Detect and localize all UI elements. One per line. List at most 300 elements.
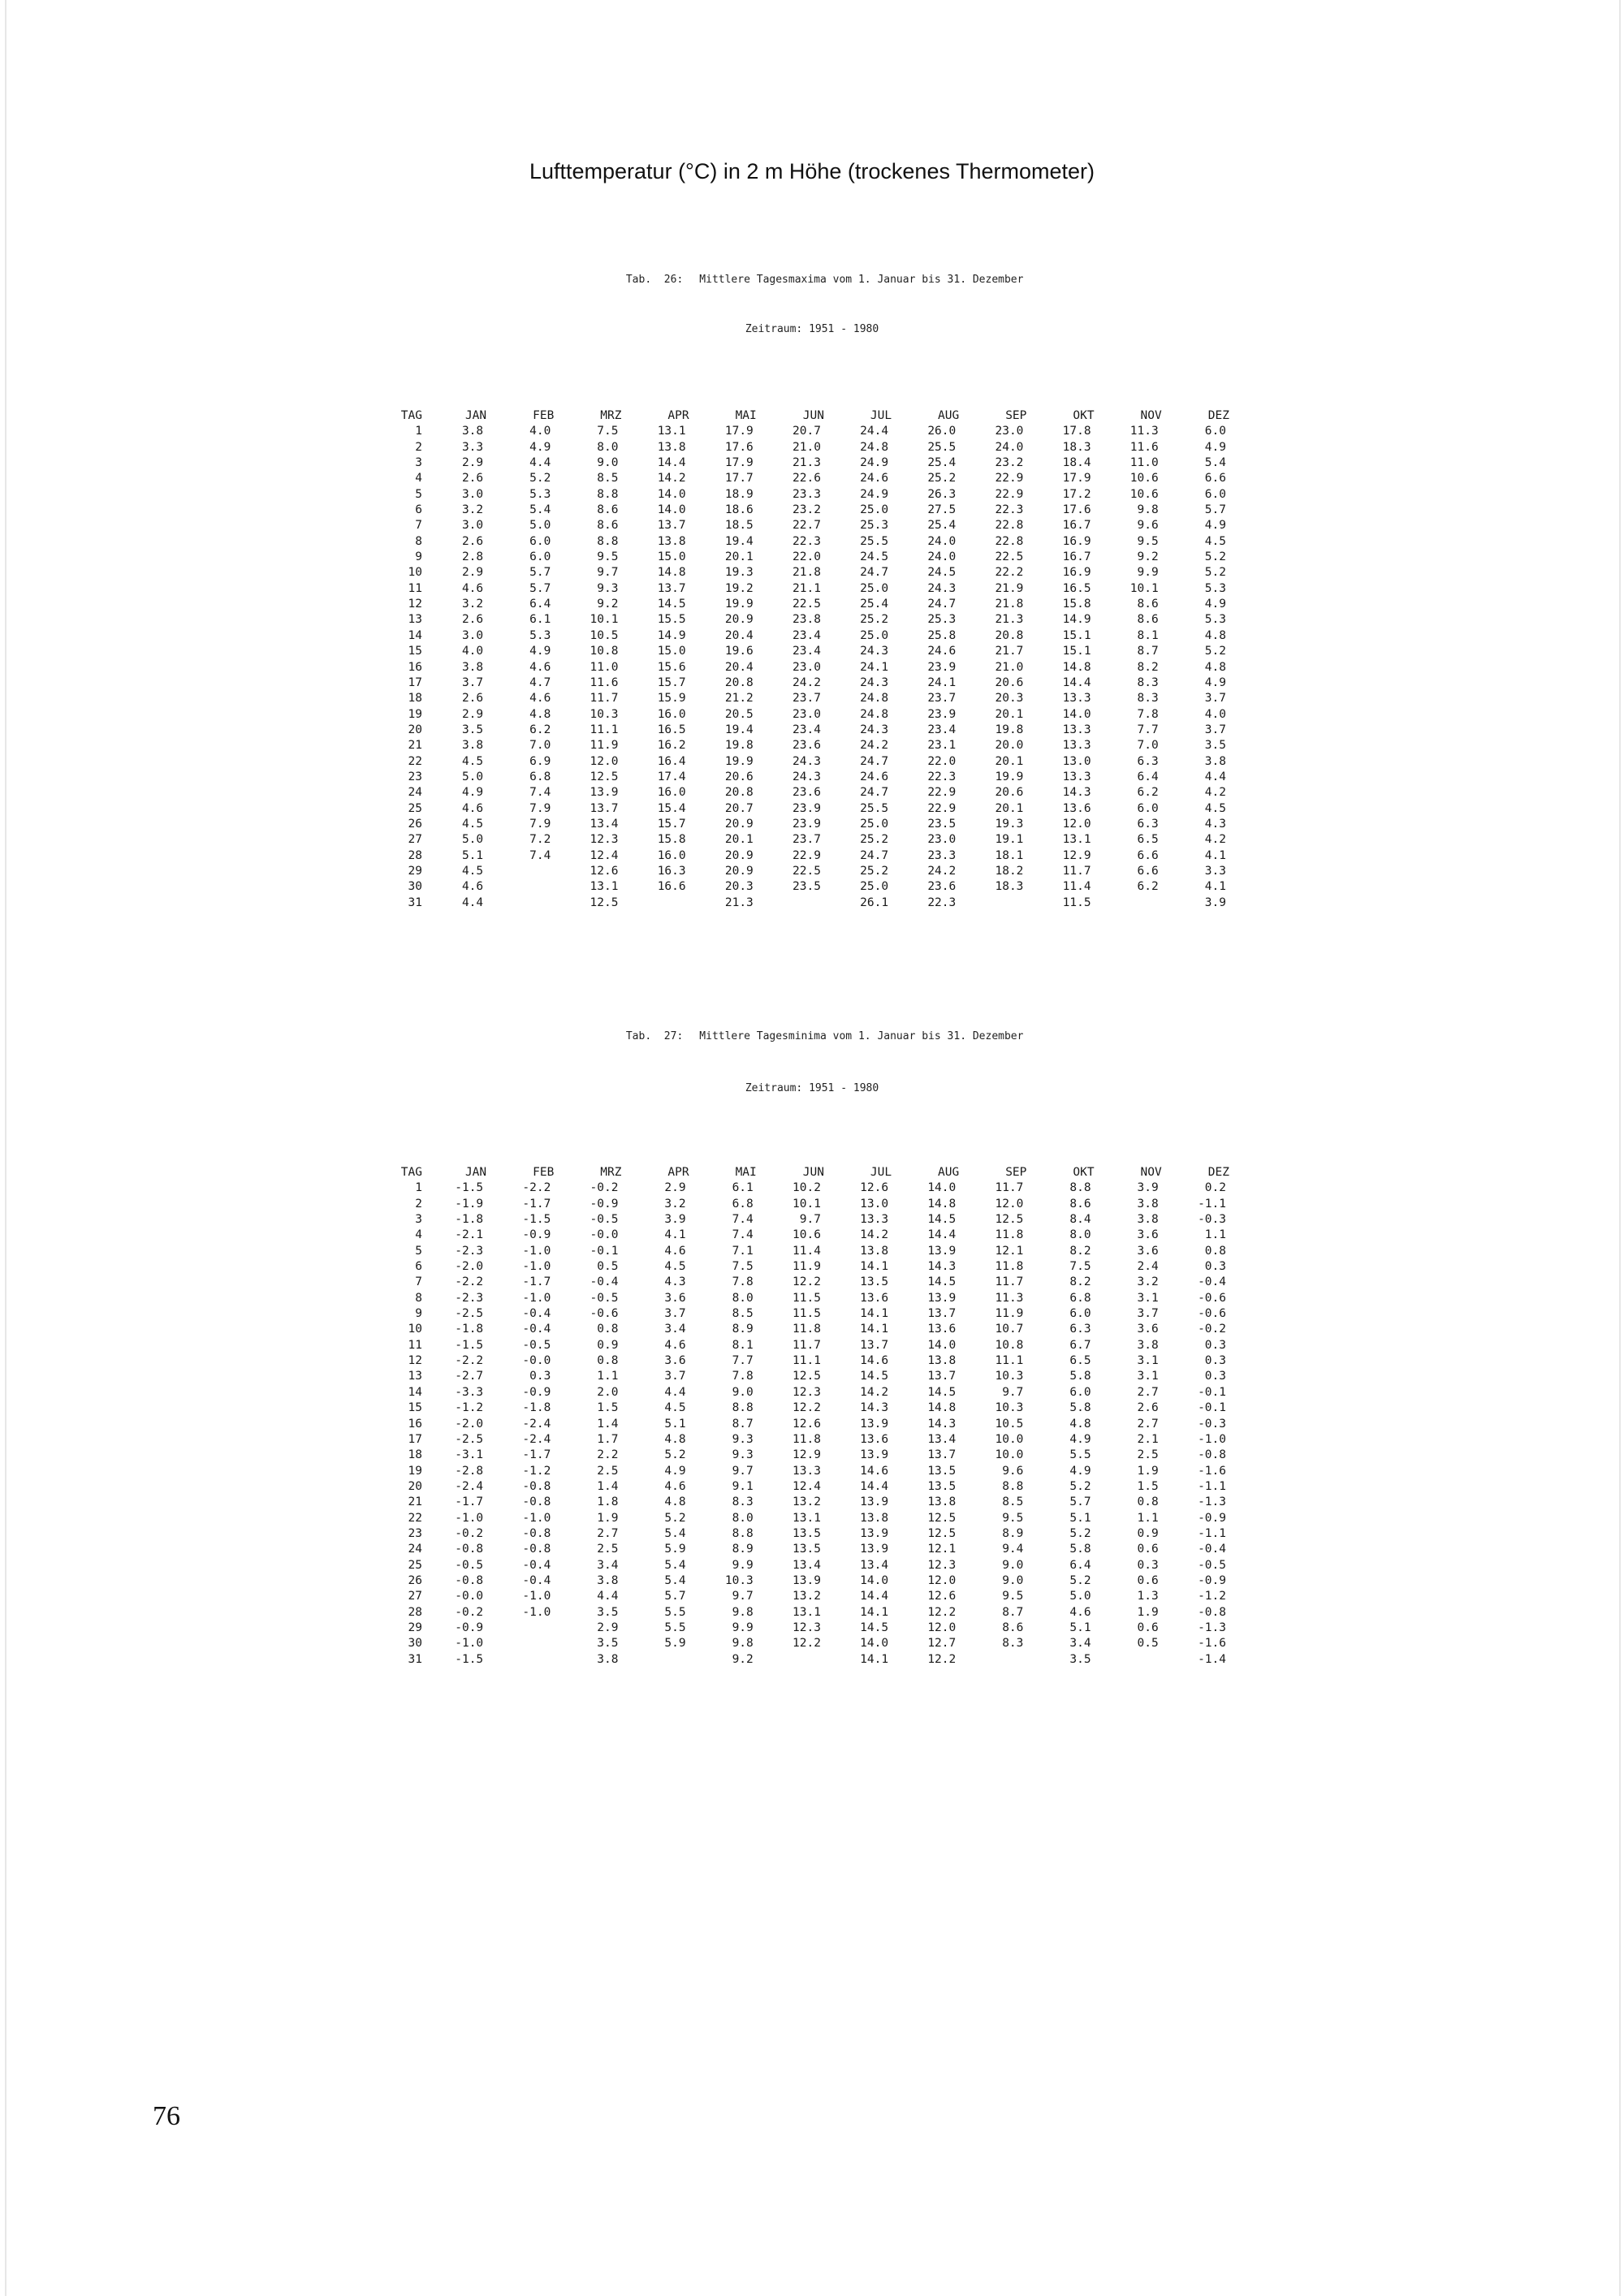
table-cell-value: 11.0	[590, 660, 619, 674]
table-cell-value: 14.1	[860, 1652, 889, 1666]
table2-header-okt: OKT	[1073, 1166, 1095, 1179]
table-cell-value: 12.4	[793, 1479, 821, 1493]
table-cell-value: 5.7	[529, 566, 551, 580]
table1-header-apr: APR	[667, 409, 689, 422]
table-cell-value: 6.0	[529, 550, 551, 564]
table-cell-value: 23.4	[793, 723, 821, 736]
table-cell-value: 8.7	[1002, 1605, 1024, 1619]
table-cell-value: -0.0	[455, 1590, 484, 1603]
table-cell-value: 0.6	[1137, 1621, 1159, 1634]
table-cell-value: 12.1	[927, 1543, 957, 1556]
table-cell-value: 1.9	[597, 1511, 619, 1525]
table-cell-value: 11.1	[995, 1354, 1024, 1368]
table-cell-value: 26.1	[860, 896, 889, 909]
table-cell-value: 14.0	[927, 1338, 957, 1352]
table-cell-value: -1.2	[455, 1401, 484, 1415]
table-cell-value: 14.2	[860, 1385, 889, 1399]
table-cell-value: 13.7	[927, 1448, 957, 1462]
table-cell-value: 4.9	[1069, 1432, 1091, 1446]
table-cell-value	[1103, 1652, 1170, 1668]
table-cell-value: 22.5	[793, 598, 821, 611]
table-cell-value: 24.8	[860, 440, 889, 454]
table-cell-value: 22.8	[995, 519, 1024, 533]
table-cell-day: 10	[408, 1323, 422, 1336]
table-cell-value: 13.3	[793, 1464, 821, 1478]
table-cell-value: 25.5	[860, 801, 889, 815]
table-cell-value: 4.3	[1204, 817, 1226, 831]
table-cell-day: 18	[408, 692, 422, 706]
table-cell-value: 9.5	[597, 550, 619, 564]
table-cell-value: 9.9	[732, 1558, 754, 1572]
table-cell-value: 16.6	[657, 880, 686, 894]
table-cell-value: 23.4	[793, 645, 821, 658]
table-cell-day: 31	[408, 1652, 422, 1666]
table-cell-value: 23.9	[927, 707, 957, 721]
table-cell-value: 0.5	[597, 1260, 619, 1274]
table-cell-value: 4.8	[1204, 660, 1226, 674]
table-cell-value: 20.6	[995, 675, 1024, 689]
table-row	[388, 864, 1237, 879]
table-cell-day: 20	[408, 723, 422, 736]
table-cell-value: -2.4	[455, 1479, 484, 1493]
table-cell-value: 13.5	[927, 1464, 957, 1478]
table-cell-value: 11.7	[995, 1275, 1024, 1289]
table-row	[388, 1322, 1237, 1337]
table-cell-value: 5.4	[664, 1573, 686, 1587]
table-cell-value: 19.4	[724, 534, 754, 548]
table-cell-value: 14.8	[927, 1401, 957, 1415]
table-cell-value: 3.1	[1137, 1291, 1159, 1305]
table-cell-value: 5.5	[664, 1621, 686, 1634]
table-row	[388, 660, 1237, 675]
table-cell-value: 8.2	[1069, 1244, 1091, 1258]
table-cell-value: 20.4	[724, 660, 754, 674]
table2-daily-minima	[388, 1165, 1237, 1668]
table-row	[388, 487, 1237, 503]
table-cell-value: 22.3	[793, 534, 821, 548]
table-cell-value: 23.3	[927, 848, 957, 862]
table-cell-value: 9.3	[732, 1448, 754, 1462]
table-cell-value: 6.2	[529, 723, 551, 736]
table-cell-value: 24.3	[860, 675, 889, 689]
table-cell-value: 2.9	[461, 456, 484, 470]
table-cell-value: 24.7	[927, 598, 957, 611]
table-cell-value: 3.0	[461, 628, 484, 642]
table-cell-value: 13.4	[927, 1432, 957, 1446]
table-cell-value: 23.0	[793, 707, 821, 721]
table-cell-value: 5.2	[1204, 550, 1226, 564]
table-cell-value: 11.7	[995, 1181, 1024, 1195]
table-cell-value: 23.9	[927, 660, 957, 674]
table-cell-day: 5	[415, 487, 422, 501]
table-cell-value: 6.0	[1204, 487, 1226, 501]
table-cell-value: 17.6	[724, 440, 754, 454]
table-cell-value: 7.1	[732, 1244, 754, 1258]
table-cell-value: 7.8	[1137, 707, 1159, 721]
table-cell-value: 16.2	[657, 739, 686, 753]
table-cell-value: 11.7	[793, 1338, 821, 1352]
table-cell-value: 20.4	[724, 628, 754, 642]
table-cell-value: 4.4	[461, 896, 484, 909]
table-cell-value: 0.6	[1137, 1573, 1159, 1587]
table-cell-value: 14.9	[1062, 613, 1091, 627]
table-cell-value: 7.5	[732, 1260, 754, 1274]
table-cell-value: 6.4	[1069, 1558, 1091, 1572]
table-cell-value: 4.4	[597, 1590, 619, 1603]
table-row	[388, 1369, 1237, 1384]
table-cell-value: 15.8	[657, 833, 686, 847]
table-cell-value: 20.1	[995, 707, 1024, 721]
table-cell-value: 14.8	[927, 1197, 957, 1211]
table-cell-value: 12.3	[793, 1621, 821, 1634]
table-cell-day: 11	[408, 1338, 422, 1352]
table-cell-value: 9.6	[1002, 1464, 1024, 1478]
table-cell-value: 9.1	[732, 1479, 754, 1493]
table-cell-value: -1.0	[522, 1291, 551, 1305]
table-cell-value: 9.3	[597, 581, 619, 595]
table-cell-day: 7	[415, 519, 422, 533]
table-row	[388, 597, 1237, 612]
table-cell-value: 3.5	[1204, 739, 1226, 753]
table-cell-value: 13.6	[860, 1432, 889, 1446]
table-cell-value: 4.4	[529, 456, 551, 470]
table-cell-value: 3.2	[1137, 1275, 1159, 1289]
table-cell-value: 23.5	[927, 817, 957, 831]
table-cell-value: 1.4	[597, 1417, 619, 1431]
table-cell-day: 12	[408, 598, 422, 611]
table-cell-value: 9.5	[1002, 1511, 1024, 1525]
table-cell-value: 1.3	[1137, 1590, 1159, 1603]
table-cell-value: 24.1	[927, 675, 957, 689]
table-cell-value: 24.7	[860, 754, 889, 768]
table-cell-value: 6.8	[1069, 1291, 1091, 1305]
table-row	[388, 612, 1237, 628]
table-cell-value: 1.4	[597, 1479, 619, 1493]
table-cell-value: 8.1	[732, 1338, 754, 1352]
table-cell-value: 7.4	[529, 848, 551, 862]
table-cell-value: 20.1	[724, 550, 754, 564]
table-row	[388, 754, 1237, 770]
table-row	[388, 1259, 1237, 1275]
table-cell-value: 18.4	[1062, 456, 1091, 470]
table-row	[388, 1589, 1237, 1604]
table-cell-value: -2.1	[455, 1228, 484, 1242]
table-cell-value: 13.7	[927, 1370, 957, 1383]
table-cell-value: 24.2	[860, 739, 889, 753]
table-cell-value: 26.0	[927, 425, 957, 438]
table-cell-day: 12	[408, 1354, 422, 1368]
table-cell-value: -0.8	[455, 1543, 484, 1556]
table-cell-value: 8.6	[597, 519, 619, 533]
table-cell-value: 4.9	[1204, 675, 1226, 689]
table-cell-value: 12.7	[927, 1637, 957, 1651]
table-cell-value: 24.3	[793, 754, 821, 768]
table-cell-value: 3.8	[461, 425, 484, 438]
table-row	[388, 1526, 1237, 1542]
table-cell-value: 18.5	[724, 519, 754, 533]
table-cell-value: 13.1	[793, 1511, 821, 1525]
table-cell-value: 0.3	[1204, 1260, 1226, 1274]
table-cell-value: 4.5	[461, 754, 484, 768]
table-cell-value: -1.5	[455, 1652, 484, 1666]
table-cell-value: 14.8	[1062, 660, 1091, 674]
table-cell-value: -0.5	[455, 1558, 484, 1572]
table-cell-value: 20.0	[995, 739, 1024, 753]
table-cell-value: -3.1	[455, 1448, 484, 1462]
table-cell-value: 23.4	[793, 628, 821, 642]
table1-header-jul: JUL	[870, 409, 892, 422]
table-cell-value: -1.1	[1198, 1526, 1226, 1540]
table-cell-value: 4.8	[1069, 1417, 1091, 1431]
table-cell-value: 8.6	[1002, 1621, 1024, 1634]
table-row	[388, 1400, 1237, 1416]
table-cell-value: 24.5	[927, 566, 957, 580]
table-cell-value: 16.0	[657, 848, 686, 862]
table-cell-value: 18.3	[995, 880, 1024, 894]
table-cell-value: 3.0	[461, 487, 484, 501]
table-cell-value: -1.6	[1198, 1464, 1226, 1478]
table-cell-value: 13.8	[860, 1244, 889, 1258]
table-cell-value: 6.0	[1069, 1385, 1091, 1399]
table-cell-day: 14	[408, 628, 422, 642]
table-cell-value: 25.0	[860, 503, 889, 517]
table-cell-value: 22.5	[995, 550, 1024, 564]
table-cell-value: 13.0	[860, 1197, 889, 1211]
table-row	[388, 440, 1237, 455]
table-cell-value: 25.8	[927, 628, 957, 642]
table-cell-value: 6.4	[529, 598, 551, 611]
table-cell-value: 3.4	[597, 1558, 619, 1572]
table-cell-value: 6.0	[1204, 425, 1226, 438]
table-cell-value: 24.0	[995, 440, 1024, 454]
table-cell-value: 5.4	[664, 1526, 686, 1540]
table-row	[388, 675, 1237, 691]
table2-header-aug: AUG	[938, 1166, 960, 1179]
table-row	[388, 1573, 1237, 1589]
table-cell-value: 6.7	[1069, 1338, 1091, 1352]
table-cell-value: 24.0	[927, 534, 957, 548]
table-row	[388, 707, 1237, 723]
table-cell-value: 20.7	[724, 801, 754, 815]
table-cell-value: 11.9	[793, 1260, 821, 1274]
table-cell-value: 4.8	[664, 1495, 686, 1509]
table-cell-value: 17.4	[657, 770, 686, 783]
table1-label: Tab. 26:	[625, 274, 684, 286]
table-cell-value: 14.5	[860, 1621, 889, 1634]
table-cell-value: 17.8	[1062, 425, 1091, 438]
table-cell-value: 24.3	[793, 770, 821, 783]
table-cell-day: 27	[408, 833, 422, 847]
table-cell-value: 24.6	[860, 472, 889, 486]
table-cell-value	[495, 1621, 562, 1636]
table-cell-value: 24.3	[860, 645, 889, 658]
table-cell-value: -0.8	[522, 1526, 551, 1540]
table-cell-day: 28	[408, 1605, 422, 1619]
table-cell-value: 17.9	[1062, 472, 1091, 486]
table-cell-value: 18.1	[995, 848, 1024, 862]
table-cell-value: 13.8	[860, 1511, 889, 1525]
table-row	[388, 1212, 1237, 1228]
table-cell-value: 7.7	[732, 1354, 754, 1368]
table-cell-value: 25.3	[860, 519, 889, 533]
table-cell-value: 6.9	[529, 754, 551, 768]
table-cell-value: 8.0	[732, 1511, 754, 1525]
table-cell-value: 25.2	[860, 613, 889, 627]
table-cell-value: 3.8	[1204, 754, 1226, 768]
table-cell-value: 20.9	[724, 613, 754, 627]
table-cell-value: 12.6	[927, 1590, 957, 1603]
table-cell-value: 8.6	[1069, 1197, 1091, 1211]
table-cell-value: 21.3	[793, 456, 821, 470]
table-cell-value: 24.7	[860, 566, 889, 580]
table1-header-okt: OKT	[1073, 409, 1095, 422]
table-cell-value: 1.9	[1137, 1464, 1159, 1478]
table-cell-value: 8.6	[1137, 598, 1159, 611]
table-cell-value: 11.4	[793, 1244, 821, 1258]
table-cell-value: 5.0	[1069, 1590, 1091, 1603]
table2-header-tag: TAG	[400, 1166, 422, 1179]
table-cell-value	[967, 1652, 1034, 1668]
table-cell-value: 23.7	[927, 692, 957, 706]
table2-header-jan: JAN	[464, 1166, 487, 1179]
table-cell-value: 14.3	[1062, 786, 1091, 800]
scan-edge-right	[1619, 0, 1621, 2296]
table-cell-value: 23.6	[793, 786, 821, 800]
table-cell-value: -0.8	[522, 1543, 551, 1556]
table-cell-value: -0.4	[522, 1307, 551, 1321]
table-cell-value: 25.4	[927, 519, 957, 533]
table-cell-value: -0.2	[455, 1526, 484, 1540]
table-cell-value: -0.4	[590, 1275, 619, 1289]
table-cell-value: 12.4	[590, 848, 619, 862]
table1-body	[388, 424, 1237, 911]
table-cell-value: -1.4	[1198, 1652, 1226, 1666]
table-cell-value: -1.0	[522, 1605, 551, 1619]
table-cell-value: 10.8	[995, 1338, 1024, 1352]
table-cell-value: 22.9	[793, 848, 821, 862]
table-cell-value: -0.9	[455, 1621, 484, 1634]
table-cell-value: 25.2	[860, 864, 889, 878]
table-cell-value: -1.0	[522, 1244, 551, 1258]
table-cell-value: 6.6	[1204, 472, 1226, 486]
table-cell-value: 14.4	[860, 1479, 889, 1493]
table-cell-value: 8.4	[1069, 1213, 1091, 1227]
table-cell-value: 2.5	[597, 1543, 619, 1556]
table-cell-value: 16.7	[1062, 519, 1091, 533]
table-cell-value: 13.7	[657, 519, 686, 533]
table-cell-value: 20.1	[724, 833, 754, 847]
table-cell-value: -1.8	[455, 1213, 484, 1227]
table-cell-value: 4.5	[664, 1401, 686, 1415]
table-cell-value: 7.5	[1069, 1260, 1091, 1274]
table-cell-value: 10.7	[995, 1323, 1024, 1336]
table-cell-value: 22.0	[793, 550, 821, 564]
table-cell-value: 7.9	[529, 817, 551, 831]
table-cell-value: 12.0	[1062, 817, 1091, 831]
table-cell-value: 20.1	[995, 754, 1024, 768]
table-cell-value: 22.9	[995, 487, 1024, 501]
table-cell-value: 4.1	[664, 1228, 686, 1242]
table-cell-day: 8	[415, 534, 422, 548]
table-cell-value: 13.0	[1062, 754, 1091, 768]
table-cell-value: 5.1	[461, 848, 484, 862]
table-cell-value: 5.5	[1069, 1448, 1091, 1462]
table-cell-value: -0.9	[590, 1197, 619, 1211]
table-cell-day: 1	[415, 1181, 422, 1195]
table-cell-value: 13.7	[927, 1307, 957, 1321]
table-cell-value: -0.2	[1198, 1323, 1226, 1336]
table-cell-value: 11.5	[1062, 896, 1091, 909]
table-cell-value: 4.9	[529, 645, 551, 658]
table-row	[388, 581, 1237, 597]
table-cell-value: 22.9	[927, 801, 957, 815]
table-cell-value: 9.3	[732, 1432, 754, 1446]
table-cell-value: 3.2	[664, 1197, 686, 1211]
table-cell-value: 6.2	[1137, 786, 1159, 800]
table-cell-value: 21.0	[793, 440, 821, 454]
table-cell-value: -1.7	[522, 1197, 551, 1211]
table-row	[388, 455, 1237, 471]
table-cell-value: 6.0	[529, 534, 551, 548]
table-cell-value: 6.3	[1137, 754, 1159, 768]
table-cell-value: 24.3	[860, 723, 889, 736]
table-cell-day: 17	[408, 1432, 422, 1446]
table-cell-day: 21	[408, 739, 422, 753]
table-cell-value: 9.8	[732, 1637, 754, 1651]
table-cell-day: 26	[408, 1573, 422, 1587]
table2-header-apr: APR	[667, 1166, 689, 1179]
table-cell-value: 14.8	[657, 566, 686, 580]
table-cell-value: 3.0	[461, 519, 484, 533]
table-cell-value: 6.2	[1137, 880, 1159, 894]
table-cell-value: 7.8	[732, 1370, 754, 1383]
table-cell-day: 29	[408, 1621, 422, 1634]
table-cell-value: 25.2	[860, 833, 889, 847]
table-cell-value: 8.3	[1137, 692, 1159, 706]
table-cell-value: 4.5	[1204, 801, 1226, 815]
table-cell-value: 21.0	[995, 660, 1024, 674]
table-cell-day: 1	[415, 425, 422, 438]
table-cell-value: 3.7	[1137, 1307, 1159, 1321]
table-row	[388, 896, 1237, 911]
table-cell-value: 15.0	[657, 645, 686, 658]
table-cell-value: 9.0	[732, 1385, 754, 1399]
table-cell-value: 13.6	[860, 1291, 889, 1305]
table-cell-value: 23.2	[995, 456, 1024, 470]
table-cell-value: 16.9	[1062, 534, 1091, 548]
table-cell-value: -0.5	[1198, 1558, 1226, 1572]
table-cell-value: 15.5	[657, 613, 686, 627]
table-cell-value: 1.1	[1137, 1511, 1159, 1525]
table-cell-value: 3.5	[1069, 1652, 1091, 1666]
table-cell-value: 11.8	[995, 1228, 1024, 1242]
table1-header-nov: NOV	[1140, 409, 1162, 422]
table-cell-value: 8.9	[1002, 1526, 1024, 1540]
table1-period: Zeitraum: 1951 - 1980	[745, 323, 879, 335]
table-cell-value: 8.8	[597, 534, 619, 548]
table-cell-value: -1.0	[455, 1637, 484, 1651]
table-cell-value: 15.7	[657, 675, 686, 689]
table-cell-value: 22.3	[927, 770, 957, 783]
table2-body	[388, 1180, 1237, 1668]
table-cell-value: 3.8	[461, 660, 484, 674]
table-cell-value: 5.0	[461, 770, 484, 783]
table-cell-value: 3.5	[461, 723, 484, 736]
table-row	[388, 534, 1237, 550]
table-cell-value: 13.1	[590, 880, 619, 894]
table-cell-value: 3.6	[1137, 1323, 1159, 1336]
table-cell-value: 10.8	[590, 645, 619, 658]
